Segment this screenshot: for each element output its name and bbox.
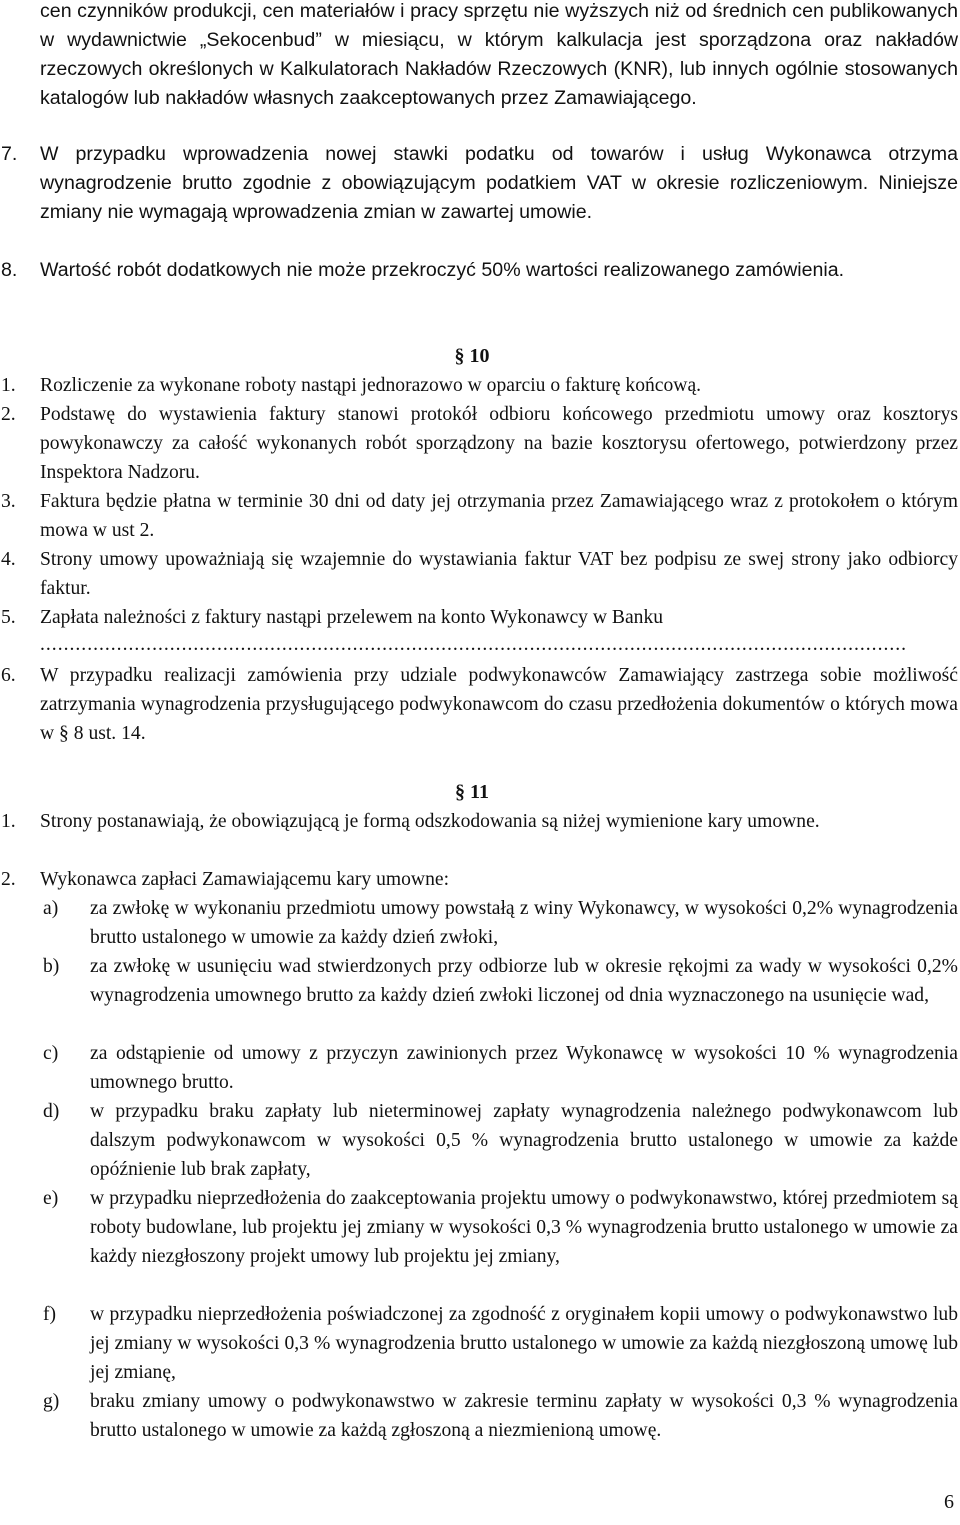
item-text: Zapłata należności z faktury nastąpi przelewem na konto Wykonawcy w Banku — [40, 607, 664, 628]
list-item — [1, 545, 958, 603]
item-number: 8. — [1, 259, 18, 281]
subitem-text: za zwłokę w wykonaniu przedmiotu umowy powstałą z winy Wykonawcy, w wysokości 0,2% wynagrodzenia brutto ustalonego w umowie za każdy dzień zwłoki, — [90, 898, 958, 948]
item-number: 7. — [1, 143, 18, 165]
list-item — [1, 865, 958, 894]
item-number: 1. — [1, 811, 16, 832]
subitem-a — [43, 894, 958, 952]
subitem-label: a) — [43, 898, 59, 919]
subitem-label: e) — [43, 1188, 59, 1209]
item-number: 2. — [1, 404, 16, 425]
section-heading-11 — [0, 778, 960, 807]
subitem-label: f) — [43, 1304, 57, 1325]
subitem-text: za odstąpienie od umowy z przyczyn zawinionych przez Wykonawcę w wysokości 10 % wynagrodzenia umownego brutto. — [90, 1043, 958, 1093]
item-number: 5. — [1, 607, 16, 628]
item-text: W przypadku realizacji zamówienia przy udziale podwykonawców Zamawiający zastrzega sobie możliwość zatrzymania wynagrodzenia przysługującego podwykonawcom do czasu przedłożenia dokumentów o których mowa w § 8 ust. 14. — [40, 665, 958, 744]
subitem-text: w przypadku nieprzedłożenia poświadczonej za zgodność z oryginałem kopii umowy o podwykonawstwo lub jej zmiany w wysokości 0,3 % wynagrodzenia brutto ustalonego w umowie za każdą niezgłoszoną umowę lub jej zmianę, — [90, 1304, 958, 1383]
subitem-label: c) — [43, 1043, 59, 1064]
continuation-paragraph: cen czynników produkcji, cen materiałów i pracy sprzętu nie wyższych niż od średnich cen publikowanych w wydawnictwie „Sekocenbud” w miesiącu, w którym kalkulacja jest sporządzona oraz nakładów rzeczowych określonych w Kalkulatorach Nakładów Rzeczowych (KNR), lub innych ogólnie stosowanych katalogów lub nakładów własnych zaakceptowanych przez Zamawiającego. — [40, 0, 958, 109]
item-number: 2. — [1, 869, 16, 890]
subitem-c — [43, 1039, 958, 1097]
item-text: Podstawę do wystawienia faktury stanowi protokół odbioru końcowego przedmiotu umowy oraz kosztorys powykonawczy za całość wykonanych robót sporządzony na bazie kosztorysu ofertowego, potwierdzony przez Inspektora Nadzoru. — [40, 404, 958, 483]
section-heading-10 — [0, 342, 960, 371]
item-text: Rozliczenie za wykonane roboty nastąpi jednorazowo w oparciu o fakturę końcową. — [40, 375, 702, 396]
subitem-text: za zwłokę w usunięciu wad stwierdzonych przy odbiorze lub w okresie rękojmi za wady w wysokości 0,2% wynagrodzenia umownego brutto za każdy dzień zwłoki liczonej od dnia wyznaczonego na usunięcie wad, — [90, 956, 958, 1006]
section-symbol: § — [454, 345, 465, 367]
subitem-e — [43, 1184, 958, 1271]
item-text: Wykonawca zapłaci Zamawiającemu kary umowne: — [40, 869, 450, 890]
list-item — [1, 371, 958, 400]
subitem-label: d) — [43, 1101, 60, 1122]
item-number: 1. — [1, 375, 16, 396]
list-item — [1, 807, 958, 836]
subitem-label: g) — [43, 1391, 60, 1412]
item-text: Faktura będzie płatna w terminie 30 dni od daty jej otrzymania przez Zamawiającego wraz z protokołem o którym mowa w ust 2. — [40, 491, 958, 541]
list-item — [1, 400, 958, 487]
section-number: 10 — [469, 345, 490, 367]
section-symbol: § — [455, 781, 466, 803]
page-number: 6 — [944, 1491, 954, 1513]
subitem-label: b) — [43, 956, 60, 977]
subitem-text: w przypadku braku zapłaty lub nieterminowej zapłaty wynagrodzenia należnego podwykonawcom lub dalszym podwykonawcom w wysokości 0,5 % wynagrodzenia brutto ustalonego w umowie za każde opóźnienie lub brak zapłaty, — [90, 1101, 958, 1180]
subitem-text: w przypadku nieprzedłożenia do zaakceptowania projektu umowy o podwykonawstwo, której przedmiotem są roboty budowlane, lub projektu jej zmiany w wysokości 0,3 % wynagrodzenia brutto ustalonego w umowie za każdy niezgłoszony projekt umowy lub projektu jej zmiany, — [90, 1188, 958, 1267]
item-text: Strony umowy upoważniają się wzajemnie do wystawiania faktur VAT bez podpisu ze swej strony jako odbiorcy faktur. — [40, 549, 958, 599]
item-text: Wartość robót dodatkowych nie może przekroczyć 50% wartości realizowanego zamówienia. — [40, 259, 845, 281]
subitem-d — [43, 1097, 958, 1184]
list-item-7 — [1, 140, 958, 227]
subitem-f — [43, 1300, 958, 1387]
item-text: Strony postanawiają, że obowiązującą je formą odszkodowania są niżej wymienione kary umowne. — [40, 811, 820, 832]
subitem-text: braku zmiany umowy o podwykonawstwo w zakresie terminu zapłaty w wysokości 0,3 % wynagrodzenia brutto ustalonego w umowie za każdą zgłoszoną a niezmienioną umowę. — [90, 1391, 958, 1441]
item-number: 3. — [1, 491, 16, 512]
bank-account-blank: ................................................................................................................................................... — [40, 634, 908, 655]
list-item — [1, 487, 958, 545]
item-text: W przypadku wprowadzenia nowej stawki podatku od towarów i usług Wykonawca otrzyma wynagrodzenie brutto zgodnie z obowiązującym podatkiem VAT w okresie rozliczeniowym. Niniejsze zmiany nie wymagają wprowadzenia zmian w zawartej umowie. — [40, 143, 958, 223]
list-item — [1, 661, 958, 748]
item-number: 6. — [1, 665, 16, 686]
item-number: 4. — [1, 549, 16, 570]
subitem-b — [43, 952, 958, 1010]
list-item — [1, 603, 958, 659]
subitem-g — [43, 1387, 958, 1445]
list-item-8 — [1, 256, 958, 285]
section-number: 11 — [470, 781, 489, 803]
